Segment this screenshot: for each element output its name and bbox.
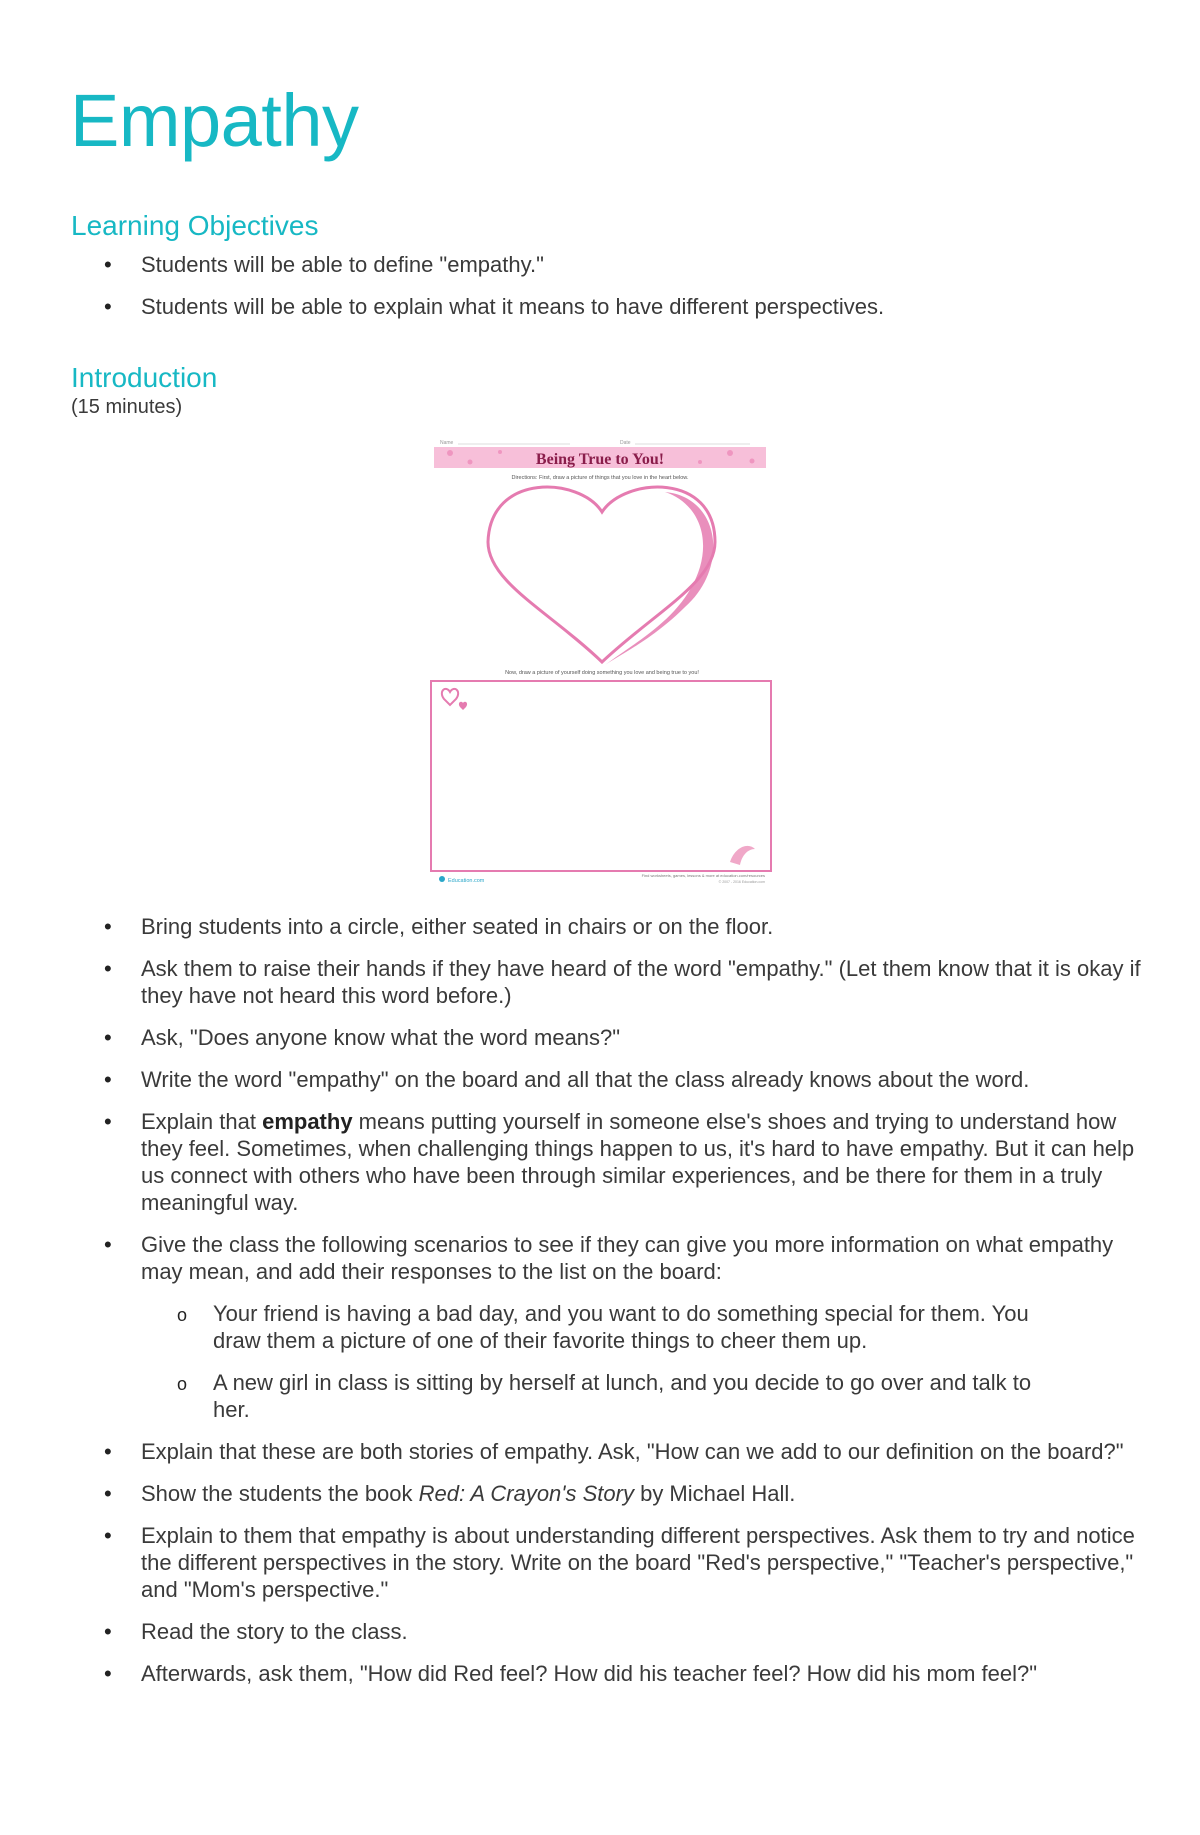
worksheet-image bbox=[430, 437, 775, 887]
introduction-heading: Introduction bbox=[71, 362, 218, 393]
introduction-steps bbox=[0, 913, 1141, 1702]
worksheet-footer: Find worksheets, games, lessons & more at education.com/resources bbox=[641, 873, 765, 878]
worksheet-copyright: © 2007 - 2016 Education.com bbox=[718, 880, 765, 884]
empathy-term: empathy bbox=[262, 1109, 353, 1134]
explain-post: means putting yourself in someone else's shoes and trying to understand how they feel. Sometimes, when challenging things happen to us, it's hard to have empathy. But it can help us connect with others who have been through similar experiences, and be there for them in a truly meaningful way. bbox=[141, 1109, 1135, 1215]
list-item bbox=[0, 1480, 1141, 1507]
list-item: • Write the word "empathy" on the board and all that the class already knows about the word. bbox=[0, 1066, 1141, 1093]
worksheet-brand: Education.com bbox=[448, 878, 485, 884]
list-item: • Students will be able to define "empathy." bbox=[0, 251, 1141, 278]
book-pre: Show the students the book bbox=[141, 1481, 419, 1506]
list-item: • Ask them to raise their hands if they have heard of the word "empathy." (Let them know that it is okay if they have not heard this word before.) bbox=[0, 955, 1141, 1009]
education-logo-icon bbox=[439, 876, 445, 882]
explain-pre: Explain that bbox=[141, 1109, 263, 1134]
worksheet-directions: Directions: First, draw a picture of things that you love in the heart below. bbox=[511, 475, 689, 481]
scenario-item: o A new girl in class is sitting by herself at lunch, and you decide to go over and talk to her. bbox=[141, 1369, 1073, 1423]
list-item: • Read the story to the class. bbox=[0, 1618, 1141, 1645]
duration-label: (15 minutes) bbox=[71, 396, 183, 418]
list-item: • Afterwards, ask them, "How did Red feel? How did his teacher feel? How did his mom feel?" bbox=[0, 1660, 1141, 1687]
page-title: Empathy bbox=[70, 79, 359, 162]
list-item bbox=[0, 1108, 1141, 1216]
worksheet-name-label: Name bbox=[440, 440, 454, 446]
list-item: • Explain that these are both stories of empathy. Ask, "How can we add to our definition on the board?" bbox=[0, 1438, 1141, 1465]
learning-objectives-heading: Learning Objectives bbox=[71, 210, 319, 241]
worksheet-prompt: Now, draw a picture of yourself doing something you love and being true to you! bbox=[505, 670, 699, 676]
scenarios-list bbox=[141, 1300, 1141, 1423]
worksheet-date-label: Date bbox=[620, 440, 631, 446]
book-title: Red: A Crayon's Story bbox=[418, 1481, 634, 1506]
scenario-item: o Your friend is having a bad day, and you want to do something special for them. You draw them a picture of one of their favorite things to cheer them up. bbox=[141, 1300, 1073, 1354]
objectives-list bbox=[0, 251, 1141, 335]
list-item: • Bring students into a circle, either seated in chairs or on the floor. bbox=[0, 913, 1141, 940]
list-item: • Students will be able to explain what it means to have different perspectives. bbox=[0, 293, 1141, 320]
worksheet-title: Being True to You! bbox=[535, 451, 665, 468]
list-item: • Explain to them that empathy is about understanding different perspectives. Ask them to try and notice the different perspectives in the story. Write on the board "Red's perspective," "Teacher's perspective," and "Mom's perspective." bbox=[0, 1522, 1141, 1603]
scenarios-intro: Give the class the following scenarios to see if they can give you more information on what empathy may mean, and add their responses to the list on the board: bbox=[141, 1232, 1114, 1284]
book-post: by Michael Hall. bbox=[633, 1481, 796, 1506]
list-item bbox=[0, 1231, 1141, 1423]
list-item: • Ask, "Does anyone know what the word means?" bbox=[0, 1024, 1141, 1051]
